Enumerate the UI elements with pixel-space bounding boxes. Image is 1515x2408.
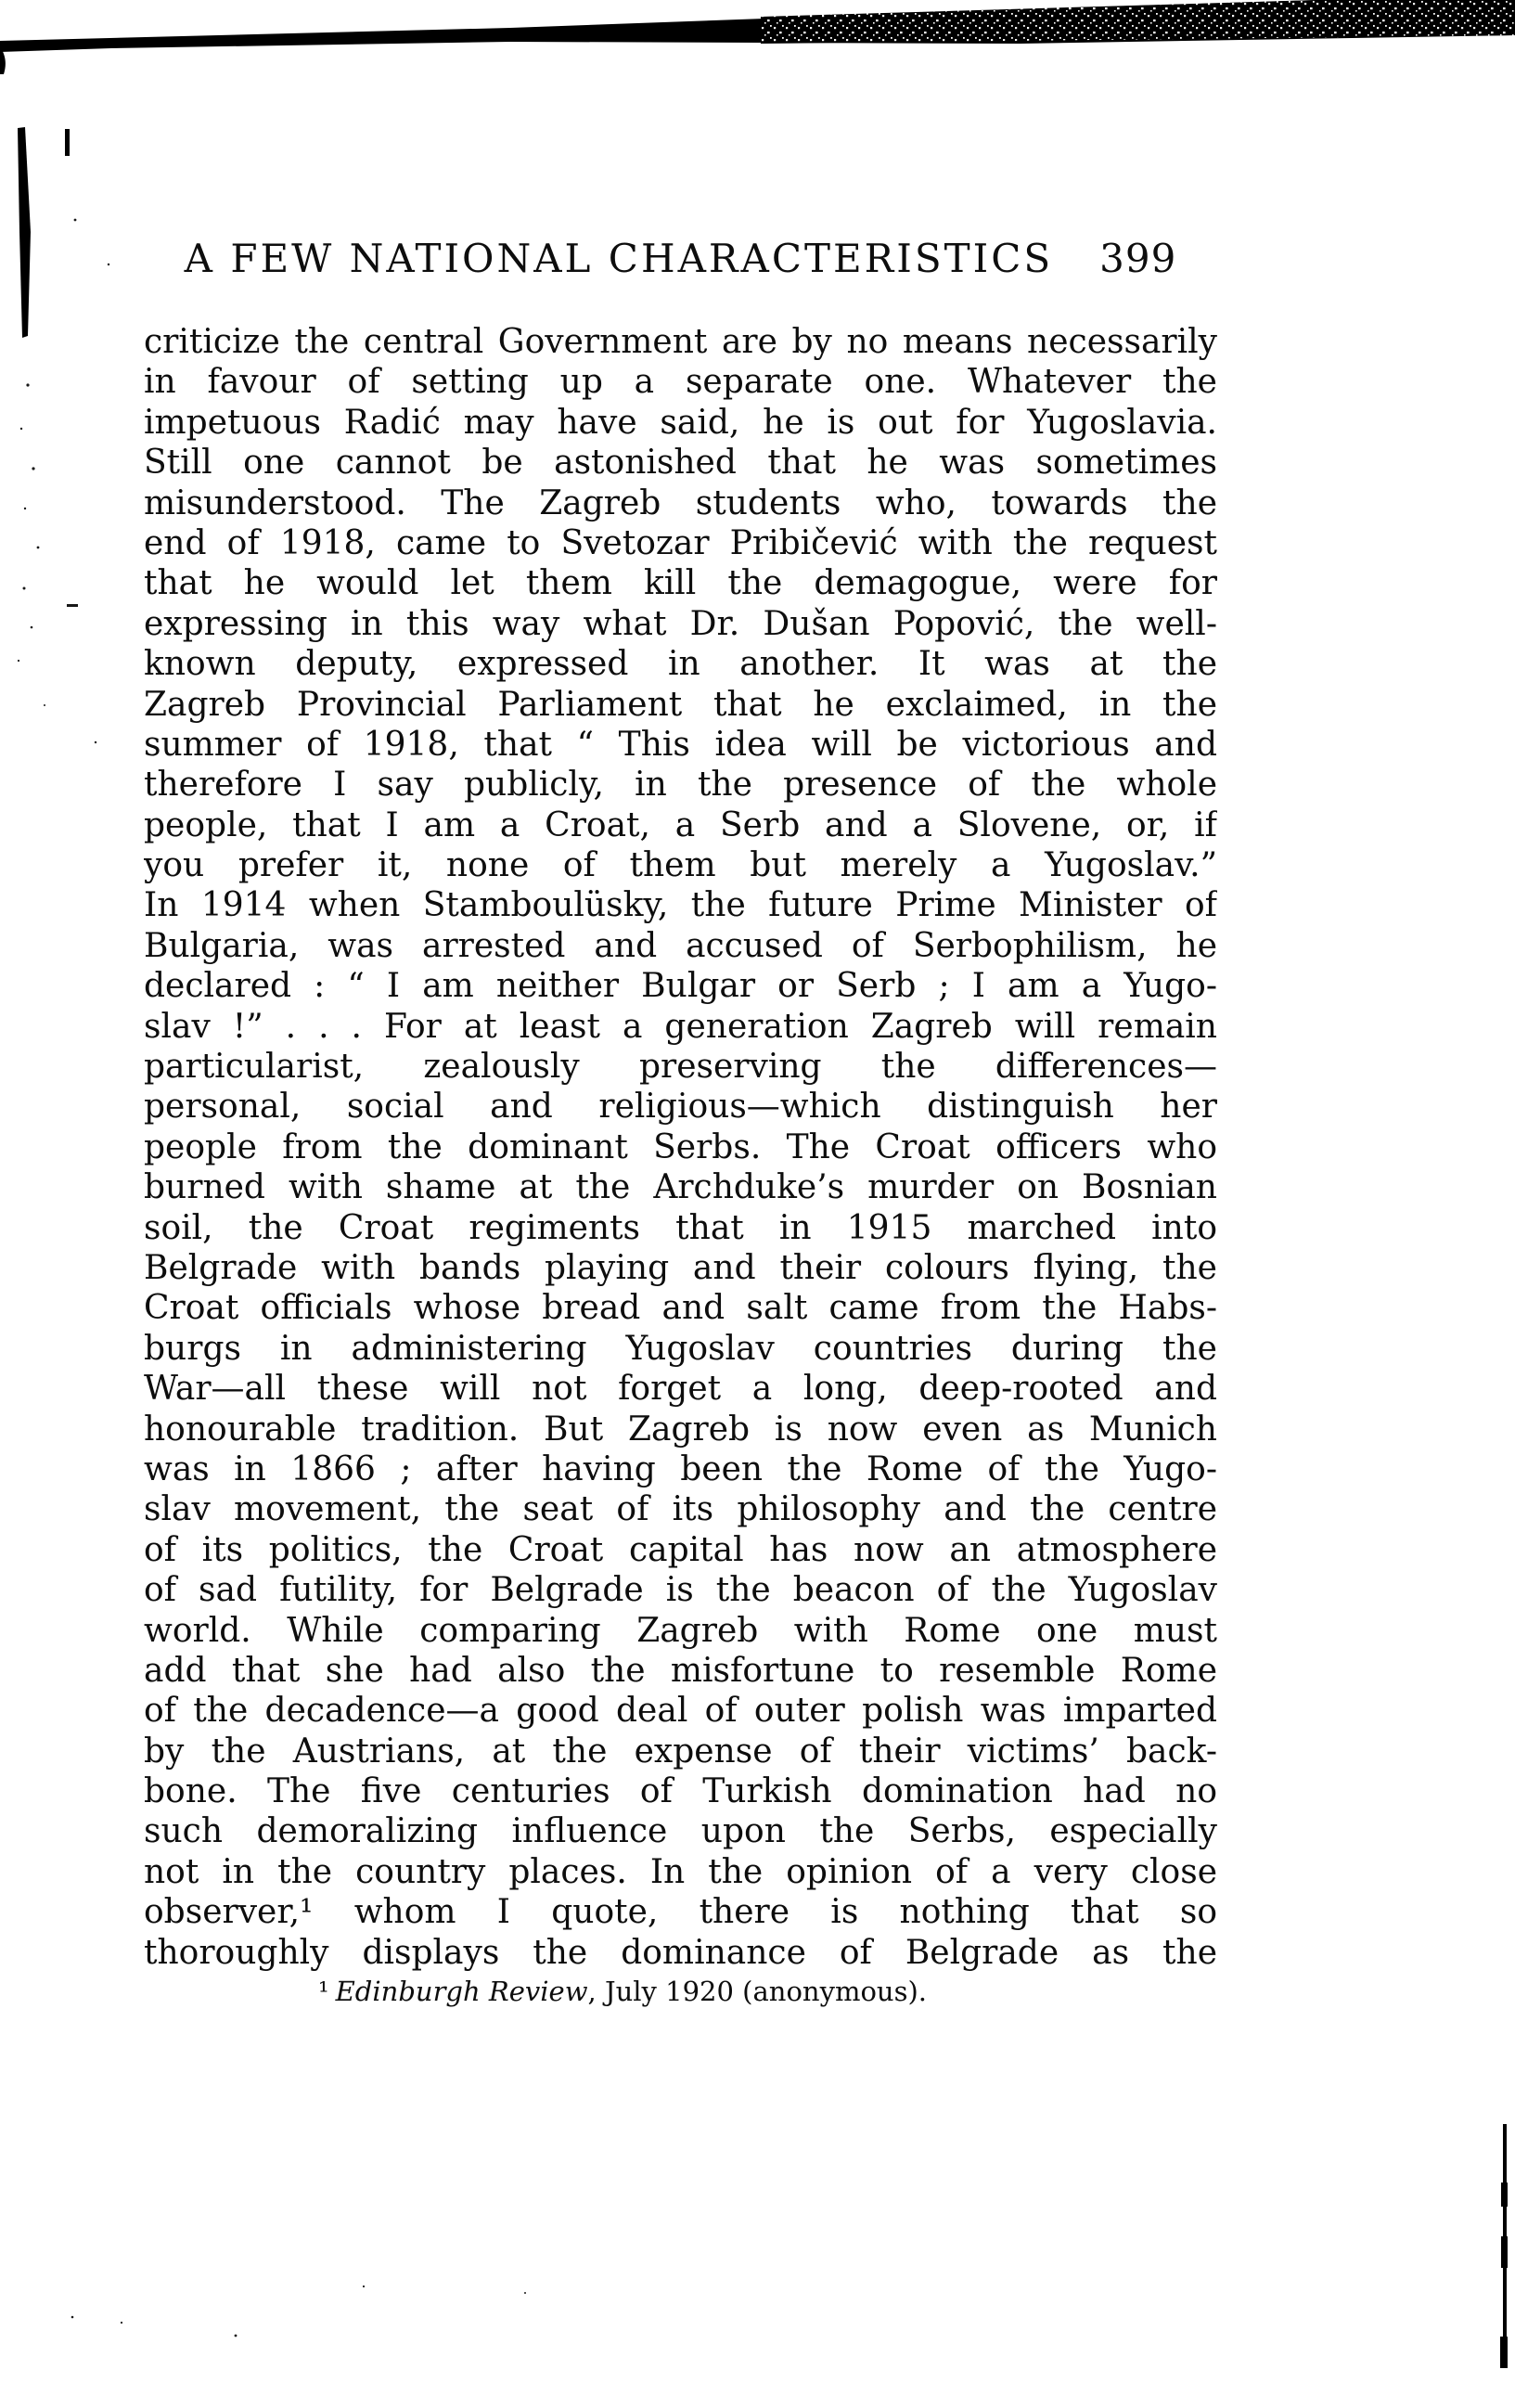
- text-line: misunderstood. The Zagreb students who, towards the: [144, 483, 1217, 522]
- left-edge-line: [18, 127, 31, 338]
- text-line: people from the dominant Serbs. The Croat officers who: [144, 1127, 1217, 1166]
- text-line: add that she had also the misfortune to resemble Rome: [144, 1651, 1217, 1690]
- chapter-title: A FEW NATIONAL CHARACTERISTICS: [184, 236, 1054, 281]
- page-number: 399: [1099, 236, 1177, 281]
- text-line: in favour of setting up a separate one. Whatever the: [144, 363, 1217, 402]
- text-line: personal, social and religious—which distinguish her: [144, 1088, 1217, 1127]
- text-line: summer of 1918, that “ This idea will be victorious and: [144, 725, 1217, 764]
- text-line: particularist, zealously preserving the differences—: [144, 1048, 1217, 1087]
- top-scan-band: [0, 0, 1515, 52]
- bottom-specks: [71, 2286, 526, 2337]
- footnote-marker: ¹: [318, 1976, 329, 2007]
- footnote: [144, 1975, 1217, 2008]
- text-line: observer,¹ whom I quote, there is nothing that so: [144, 1893, 1217, 1932]
- text-line: Belgrade with bands playing and their colours flying, the: [144, 1248, 1217, 1287]
- text-line: War—all these will not forget a long, deep-rooted and: [144, 1370, 1217, 1409]
- text-line: burgs in administering Yugoslav countries during the: [144, 1329, 1217, 1368]
- text-line: burned with shame at the Archduke’s murder on Bosnian: [144, 1168, 1217, 1207]
- running-header: [144, 236, 1217, 281]
- text-line: such demoralizing influence upon the Serbs, especially: [144, 1812, 1217, 1851]
- text-line: you prefer it, none of them but merely a Yugoslav.”: [144, 846, 1217, 885]
- text-line: therefore I say publicly, in the presence of the whole: [144, 766, 1217, 805]
- text-line: bone. The five centuries of Turkish domination had no: [144, 1772, 1217, 1811]
- body-text: [144, 322, 1217, 1973]
- text-line: was in 1866 ; after having been the Rome of the Yugo-: [144, 1449, 1217, 1488]
- text-line: people, that I am a Croat, a Serb and a Slovene, or, if: [144, 805, 1217, 844]
- text-line: thoroughly displays the dominance of Belgrade as the: [144, 1933, 1217, 1972]
- text-line: known deputy, expressed in another. It was at the: [144, 645, 1217, 684]
- footnote-text: , July 1920 (anonymous).: [587, 1976, 928, 2007]
- text-line: soil, the Croat regiments that in 1915 marched into: [144, 1208, 1217, 1247]
- right-edge-line: [1500, 2124, 1508, 2368]
- text-line: world. While comparing Zagreb with Rome one must: [144, 1611, 1217, 1650]
- text-line: declared : “ I am neither Bulgar or Serb ; I am a Yugo-: [144, 967, 1217, 1006]
- page-curl-mark: [0, 46, 6, 74]
- text-line: that he would let them kill the demagogue, were for: [144, 564, 1217, 603]
- text-line: Croat officials whose bread and salt came from the Habs-: [144, 1289, 1217, 1328]
- text-line: honourable tradition. But Zagreb is now even as Munich: [144, 1410, 1217, 1449]
- text-line: Bulgaria, was arrested and accused of Serbophilism, he: [144, 926, 1217, 965]
- text-line: Zagreb Provincial Parliament that he exclaimed, in the: [144, 685, 1217, 724]
- text-line: slav movement, the seat of its philosophy and the centre: [144, 1490, 1217, 1529]
- footnote-work-title: Edinburgh Review: [335, 1976, 588, 2007]
- top-scan-band-texture: [761, 0, 1515, 44]
- text-line: slav !” . . . For at least a generation Zagreb will remain: [144, 1007, 1217, 1046]
- text-line: end of 1918, came to Svetozar Pribičević with the request: [144, 523, 1217, 562]
- text-line: by the Austrians, at the expense of their victims’ back-: [144, 1732, 1217, 1771]
- text-line: of sad futility, for Belgrade is the beacon of the Yugoslav: [144, 1571, 1217, 1610]
- text-line: criticize the central Government are by no means necessarily: [144, 323, 1217, 361]
- text-line: of its politics, the Croat capital has now an atmosphere: [144, 1530, 1217, 1569]
- margin-specks: [18, 200, 109, 744]
- text-line: of the decadence—a good deal of outer polish was imparted: [144, 1692, 1217, 1731]
- text-line: not in the country places. In the opinion of a very close: [144, 1852, 1217, 1891]
- text-line: Still one cannot be astonished that he was sometimes: [144, 444, 1217, 483]
- text-line: expressing in this way what Dr. Dušan Popović, the well-: [144, 604, 1217, 643]
- left-edge-tick: [65, 129, 70, 156]
- text-line: In 1914 when Stamboulüsky, the future Prime Minister of: [144, 886, 1217, 925]
- text-line: impetuous Radić may have said, he is out for Yugoslavia.: [144, 403, 1217, 442]
